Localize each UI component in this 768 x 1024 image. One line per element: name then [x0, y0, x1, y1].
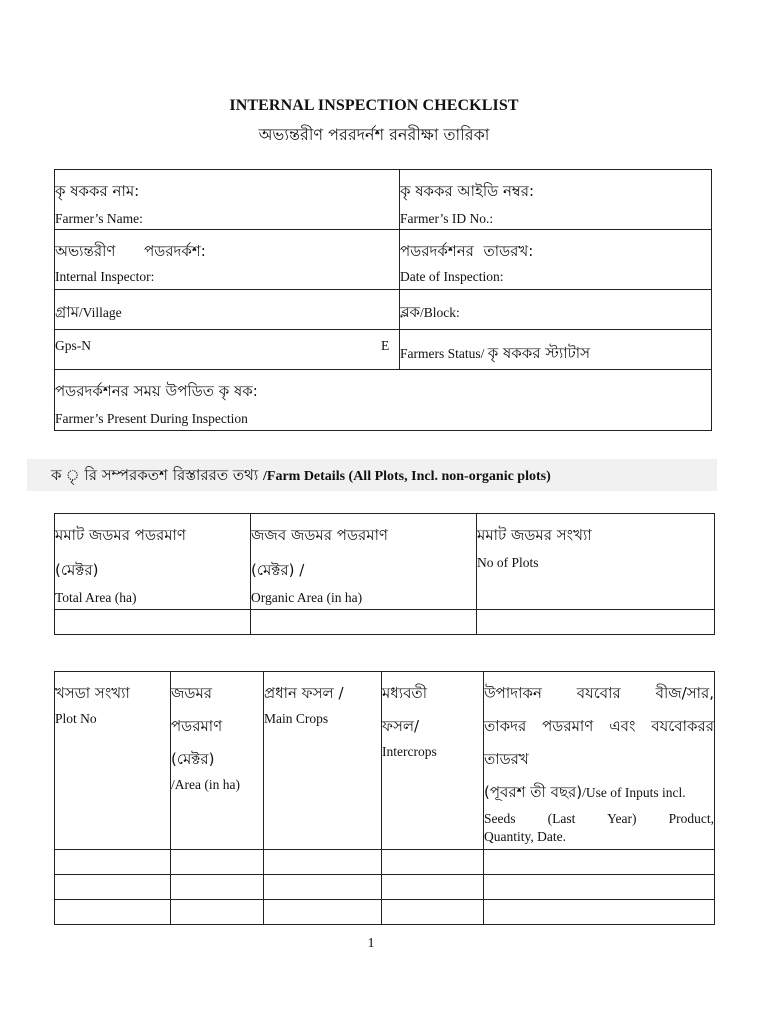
farmer-status-cell[interactable] — [400, 330, 712, 370]
table-row — [55, 610, 715, 635]
organic-area-label-bn: জজব জডমর পডরমাণ — [251, 526, 388, 544]
table-row — [55, 850, 715, 875]
organic-area-input-cell[interactable] — [251, 610, 477, 635]
gps-cell[interactable] — [55, 330, 400, 370]
internal-inspector-cell[interactable] — [55, 230, 400, 290]
present-farmer-label-bn: পডরদর্কশনর সময় উপডিত কৃ ষক: — [55, 382, 258, 400]
present-farmer-cell[interactable] — [55, 370, 712, 431]
no-of-plots-label-en: No of Plots — [477, 555, 539, 570]
block-label-en: /Block: — [420, 305, 460, 320]
organic-area-label-en: Organic Area (in ha) — [251, 590, 363, 605]
block-label-bn: ব্লক — [400, 303, 421, 321]
table-row — [55, 875, 715, 900]
main-crops-label-en: Main Crops — [264, 711, 329, 726]
block-cell[interactable] — [400, 290, 712, 330]
farm-details-section-heading — [27, 459, 717, 491]
total-area-header — [55, 514, 251, 610]
main-crops-label-bn: প্রধান ফসল / — [264, 684, 344, 702]
gps-e-label: E — [381, 338, 390, 353]
page-number: 1 — [367, 936, 375, 951]
table-cell[interactable] — [264, 900, 382, 925]
total-area-label-bn: মমাট জডমর পডরমাণ — [55, 526, 186, 544]
table-cell[interactable] — [382, 875, 484, 900]
total-area-unit-bn: (মেক্টর) — [55, 561, 99, 579]
village-label-bn: গ্রাম — [55, 303, 79, 321]
plot-no-label-en: Plot No — [55, 711, 97, 726]
area-label-bn-line2: পডরমাণ — [171, 717, 223, 735]
organic-area-unit-bn: (মেক্টর) / — [251, 561, 305, 579]
inspection-date-label-bn: পডরদর্কশনর তাডরখ: — [400, 242, 534, 260]
inputs-label-bn-line2: তাকদর পডরমাণ এবং বযবোকরর — [484, 717, 714, 735]
document-title: INTERNAL INSPECTION CHECKLIST — [229, 97, 519, 114]
farmer-id-label-en: Farmer’s ID No.: — [400, 211, 494, 226]
inputs-label-bn-line3: তাডরখ — [484, 750, 529, 768]
no-of-plots-input-cell[interactable] — [477, 610, 715, 635]
total-area-label-en: Total Area (ha) — [55, 590, 137, 605]
table-cell[interactable] — [171, 900, 264, 925]
table-cell[interactable] — [382, 900, 484, 925]
organic-area-header — [251, 514, 477, 610]
main-crops-header — [264, 672, 382, 850]
table-cell[interactable] — [55, 875, 171, 900]
internal-inspector-label-bn: অভ্যন্তরীণ পডরদর্কশ: — [55, 242, 206, 260]
village-label-en: /Village — [78, 305, 122, 320]
section-heading-en: /Farm Details (All Plots, Incl. non-organic plots) — [263, 469, 551, 484]
inputs-label-bn-line4: (পূবরশ তী বছর) — [484, 783, 583, 801]
area-label-en: /Area (in ha) — [171, 777, 240, 792]
area-header — [171, 672, 264, 850]
area-label-bn-line3: (মেক্টর) — [171, 750, 215, 768]
intercrops-header — [382, 672, 484, 850]
farmer-status-label-bn: কৃ ষককর স্ট্যাটাস — [487, 344, 591, 362]
plot-details-table — [54, 671, 715, 925]
inputs-header — [484, 672, 715, 850]
internal-inspector-label-en: Internal Inspector: — [55, 269, 155, 284]
farmer-id-cell[interactable] — [400, 170, 712, 230]
farmer-name-cell[interactable] — [55, 170, 400, 230]
inputs-label-en-line3: Quantity, Date. — [484, 829, 566, 844]
table-cell[interactable] — [55, 900, 171, 925]
inputs-label-en-line1: /Use of Inputs incl. — [582, 785, 686, 800]
plot-no-header — [55, 672, 171, 850]
total-area-input-cell[interactable] — [55, 610, 251, 635]
gps-n-label: Gps-N — [55, 338, 91, 353]
area-label-bn-line1: জডমর — [171, 684, 213, 702]
inspection-date-label-en: Date of Inspection: — [400, 269, 504, 284]
farm-area-table — [54, 513, 715, 635]
farmer-name-label-bn: কৃ ষককর নাম: — [55, 182, 140, 200]
table-cell[interactable] — [484, 875, 715, 900]
farmer-status-label-en: Farmers Status/ — [400, 346, 488, 361]
village-cell[interactable] — [55, 290, 400, 330]
table-cell[interactable] — [171, 875, 264, 900]
table-row — [55, 900, 715, 925]
inputs-label-en-line2: Seeds (Last Year) Product, — [484, 811, 714, 826]
table-cell[interactable] — [382, 850, 484, 875]
no-of-plots-header — [477, 514, 715, 610]
intercrops-label-bn-line1: মধ্যবতী — [382, 684, 427, 702]
present-farmer-label-en: Farmer’s Present During Inspection — [55, 411, 248, 426]
no-of-plots-label-bn: মমাট জডমর সংখ্যা — [477, 526, 592, 544]
intercrops-label-bn-line2: ফসল/ — [382, 717, 420, 735]
section-heading-bn: ক ৃ রি সম্পরকতশ রিস্তাররত তথ্য — [51, 466, 263, 484]
inspection-date-cell[interactable] — [400, 230, 712, 290]
table-cell[interactable] — [55, 850, 171, 875]
table-cell[interactable] — [171, 850, 264, 875]
document-subtitle-bengali: অভ্যন্তরীণ পররদর্নশ রনরীক্ষা তারিকা — [258, 125, 490, 144]
farmer-id-label-bn: কৃ ষককর আইডি নম্বর: — [400, 182, 535, 200]
table-cell[interactable] — [484, 850, 715, 875]
table-cell[interactable] — [264, 875, 382, 900]
inputs-label-bn-line1: উপাদাকন বযবোর বীজ/সার, — [484, 684, 714, 702]
intercrops-label-en: Intercrops — [382, 744, 437, 759]
table-cell[interactable] — [484, 900, 715, 925]
plot-no-label-bn: খসডা সংখ্যা — [55, 684, 130, 702]
table-cell[interactable] — [264, 850, 382, 875]
farmer-name-label-en: Farmer’s Name: — [55, 211, 143, 226]
farmer-info-table — [54, 169, 712, 431]
